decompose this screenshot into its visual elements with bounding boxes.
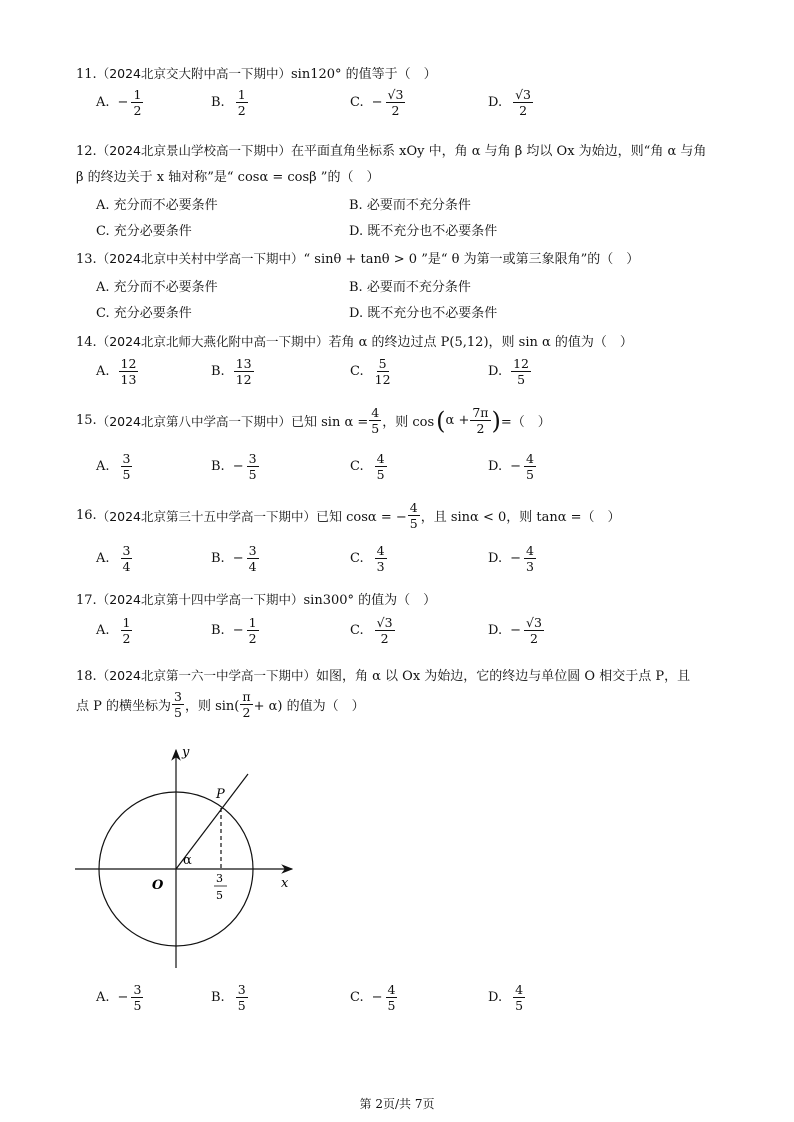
option-d[interactable]: D. 既不充分也不必要条件 (349, 224, 498, 239)
option-b[interactable]: B. − $\frac{1}{2}$ (211, 615, 257, 647)
question-12-stem: 12.（2024北京景山学校高一下期中）在平面直角坐标系 xOy 中，角 α 与角 β 均以 Ox 为始边，则“角 α 与角 (76, 143, 707, 159)
unit-circle-figure (70, 740, 310, 975)
option-b[interactable]: B. $\frac{13}{12}$ (211, 356, 252, 388)
question-17-stem: 17.（2024北京第十四中学高一下期中）sin300° 的值为（ ） (76, 592, 437, 608)
option-a[interactable]: A. $\frac{3}{5}$ (96, 451, 131, 483)
option-c[interactable]: C. $\frac{5}{12}$ (350, 356, 391, 388)
option-d[interactable]: D. − $\frac{4}{5}$ (488, 451, 534, 483)
tick-num: 3 (216, 872, 223, 885)
option-a[interactable]: A. − $\frac{1}{2}$ (96, 87, 142, 119)
option-b[interactable]: B. − $\frac{3}{4}$ (211, 543, 257, 575)
question-12-stem-line2: β 的终边关于 x 轴对称”是“ cosα = cosβ ”的（ ） (76, 170, 380, 185)
y-axis-label: y (182, 745, 190, 760)
option-c[interactable]: C. − $\frac{√3}{2}$ (350, 87, 404, 119)
question-15-stem: 15. （2024北京第八中学高一下期中） 已知 sin α = $\frac{4}{5}$ ，则 cos ( α + $\frac{7\pi}{2}$ ) =（ ） (76, 405, 551, 437)
option-b[interactable]: B. 必要而不充分条件 (349, 280, 471, 295)
option-c[interactable]: C. 充分必要条件 (96, 306, 192, 321)
point-p-label: P (216, 787, 225, 802)
option-a[interactable]: A. 充分而不必要条件 (96, 198, 218, 213)
option-a[interactable]: A. 充分而不必要条件 (96, 280, 218, 295)
option-c[interactable]: C. $\frac{√3}{2}$ (350, 615, 393, 647)
option-a[interactable]: A. $\frac{12}{13}$ (96, 356, 137, 388)
option-a[interactable]: A. − $\frac{3}{5}$ (96, 982, 142, 1014)
option-b[interactable]: B. $\frac{3}{5}$ (211, 982, 246, 1014)
question-13-stem: 13.（2024北京中关村中学高一下期中）“ sinθ + tanθ > 0 ”是“ θ 为第一或第三象限角”的（ ） (76, 251, 640, 267)
question-18-stem-line2: 点 P 的横坐标为 $\frac{3}{5}$ ，则 sin( $\frac{\pi}{2}$ + α) 的值为（ ） (76, 689, 365, 721)
option-b[interactable]: B. 必要而不充分条件 (349, 198, 471, 213)
option-c[interactable]: C. $\frac{4}{5}$ (350, 451, 385, 483)
option-c[interactable]: C. 充分必要条件 (96, 224, 192, 239)
question-14-stem: 14.（2024北京北师大燕化附中高一下期中）若角 α 的终边过点 P(5,12)，则 sin α 的值为（ ） (76, 334, 633, 350)
alpha-label: α (183, 853, 192, 868)
question-16-stem: 16. （2024北京第三十五中学高一下期中） 已知 cosα = − $\frac{4}{5}$ ，且 sinα < 0，则 tanα =（ ） (76, 500, 621, 532)
x-axis-label: x (281, 876, 289, 891)
option-d[interactable]: D. $\frac{√3}{2}$ (488, 87, 532, 119)
option-d[interactable]: D. − $\frac{√3}{2}$ (488, 615, 542, 647)
option-b[interactable]: B. $\frac{1}{2}$ (211, 87, 246, 119)
option-c[interactable]: C. − $\frac{4}{5}$ (350, 982, 396, 1014)
question-18-stem: 18.（2024北京第一六一中学高一下期中）如图，角 α 以 Ox 为始边，它的终边与单位圆 O 相交于点 P，且 (76, 668, 691, 684)
option-d[interactable]: D. $\frac{4}{5}$ (488, 982, 524, 1014)
tick-den: 5 (216, 889, 223, 902)
question-11-stem: 11.（2024北京交大附中高一下期中）sin120° 的值等于（ ） (76, 66, 437, 82)
origin-label: O (152, 878, 164, 893)
option-d[interactable]: D. 既不充分也不必要条件 (349, 306, 498, 321)
option-d[interactable]: D. $\frac{12}{5}$ (488, 356, 529, 388)
option-a[interactable]: A. $\frac{3}{4}$ (96, 543, 131, 575)
page-footer: 第 2页/共 7页 (359, 1097, 435, 1111)
option-b[interactable]: B. − $\frac{3}{5}$ (211, 451, 257, 483)
option-c[interactable]: C. $\frac{4}{3}$ (350, 543, 385, 575)
option-a[interactable]: A. $\frac{1}{2}$ (96, 615, 131, 647)
option-d[interactable]: D. − $\frac{4}{3}$ (488, 543, 534, 575)
